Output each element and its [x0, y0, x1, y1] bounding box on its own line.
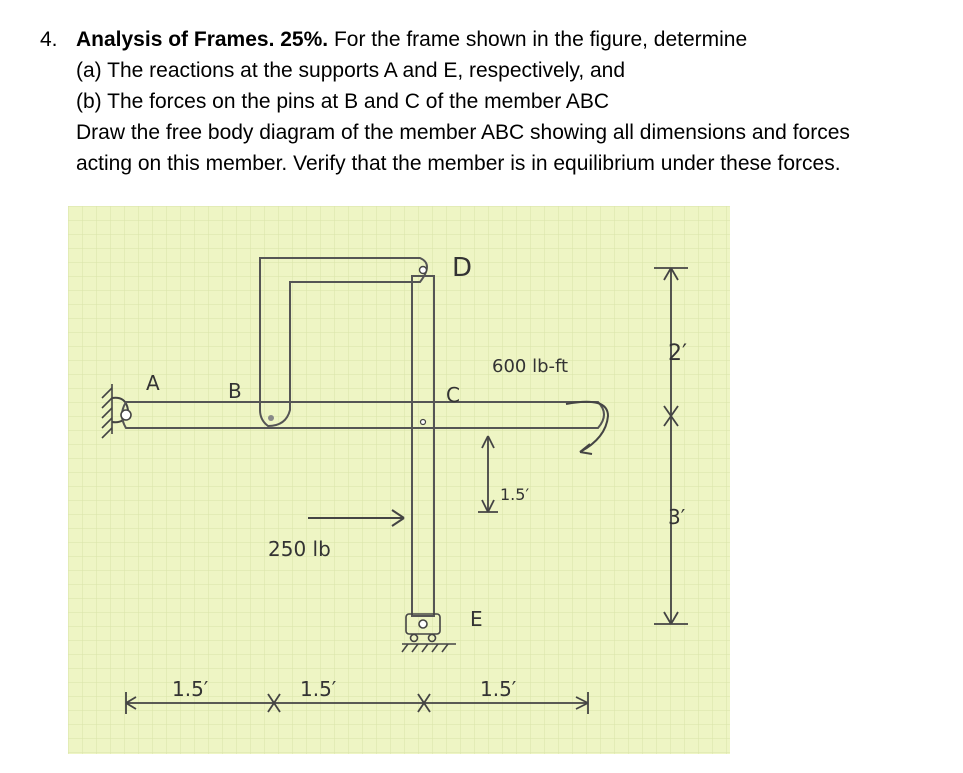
- label-d: D: [452, 253, 473, 283]
- pin-b: [268, 415, 274, 421]
- problem-instruction-line-1: Draw the free body diagram of the member ABC showing all dimensions and forces: [76, 121, 850, 144]
- force-label: 250 lb: [268, 537, 331, 561]
- problem-intro: For the frame shown in the figure, determine: [333, 28, 748, 51]
- problem-part-a: (a) The reactions at the supports A and E, respectively, and: [76, 59, 626, 82]
- frame-figure: [68, 206, 730, 754]
- pin-d: [420, 267, 427, 274]
- graph-paper-grid: [68, 206, 730, 754]
- problem-title: Analysis of Frames. 25%.: [76, 28, 329, 51]
- dim-bottom-3-label: 1.5′: [480, 677, 517, 701]
- label-a: A: [146, 371, 160, 395]
- pin-a: [121, 410, 131, 420]
- problem-number: 4.: [40, 28, 58, 51]
- label-c: C: [446, 383, 460, 407]
- label-b: B: [228, 379, 242, 403]
- pin-c: [421, 420, 426, 425]
- dim-right-bottom-label: 3′: [668, 505, 686, 529]
- frame-diagram: [68, 206, 730, 754]
- problem-part-b: (b) The forces on the pins at B and C of the member ABC: [76, 90, 610, 113]
- problem-instruction-line-2: acting on this member. Verify that the member is in equilibrium under these forces.: [76, 152, 841, 175]
- label-e: E: [470, 607, 483, 631]
- dim-vertical-label: 1.5′: [500, 485, 530, 504]
- dim-right-top-label: 2′: [668, 341, 687, 366]
- dim-bottom-2-label: 1.5′: [300, 677, 337, 701]
- moment-label: 600 lb-ft: [492, 356, 569, 377]
- problem-line-1: [76, 26, 747, 54]
- dim-bottom-1-label: 1.5′: [172, 677, 209, 701]
